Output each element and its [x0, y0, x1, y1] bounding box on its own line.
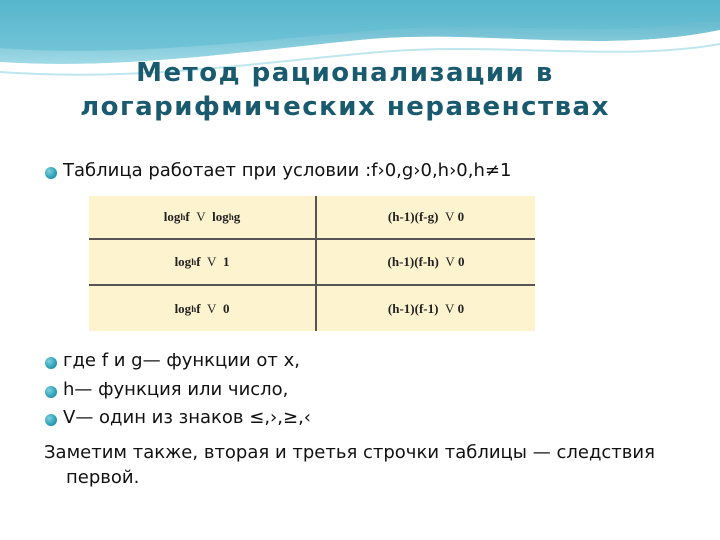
bullet-dot-icon: [45, 357, 57, 369]
slide-title: [0, 56, 690, 124]
table-cell-left-row1: log h f V log h g: [163, 209, 241, 224]
table-cell-right-row3: (h-1)(f-1) V 0: [387, 300, 465, 316]
bullet-dot-icon: [45, 167, 57, 179]
note-paragraph: Заметим также, вторая и третья строчки таблицы — следствия первой.: [44, 442, 655, 488]
bullet-dot-icon: [45, 414, 57, 426]
table-cell-left-row3: log h f V 0: [174, 300, 230, 316]
log-rationalization-table: [89, 196, 535, 331]
bullet-condition: Таблица работает при условии :f›0,g›0,h›0,h≠1: [63, 160, 512, 181]
title-line-1: Метод рационализации в: [136, 58, 554, 88]
table-cell-right-row2: (h-1)(f-h) V 0: [387, 254, 465, 269]
title-line-2: логарифмических неравенствах: [80, 92, 610, 122]
table-cell-right-row1: (h-1)(f-g) V 0: [387, 209, 465, 224]
table-cell-left-row2: log h f V 1: [174, 254, 230, 269]
bullet-f-g-definition: где f и g— функции от x,: [63, 350, 300, 371]
bullet-dot-icon: [45, 386, 57, 398]
bullet-h-definition: h— функция или число,: [63, 379, 289, 400]
bullet-v-definition: V— один из знаков ≤,›,≥,‹: [63, 407, 311, 428]
